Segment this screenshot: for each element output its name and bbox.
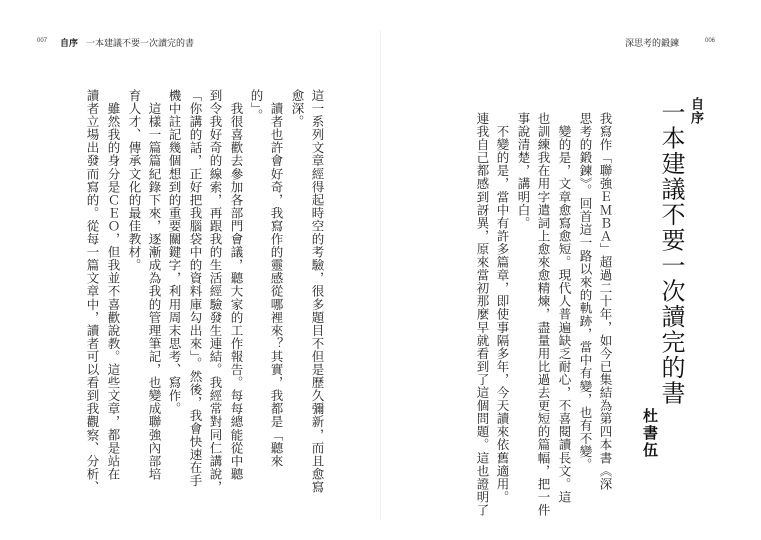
preface-author: 杜書伍: [641, 408, 659, 459]
right-text-column-7: 連我自己都感到訝異，原來當初那麼早就看到了這個問題。這也證明了: [475, 112, 490, 517]
preface-title: 一本建議不要一次讀完的書: [657, 100, 685, 406]
right-book-title: 深思考的鍛鍊: [625, 39, 680, 49]
right-text-column-3: 變的是，文章愈寫愈短。現代人普遍缺乏耐心，不喜閱讀長文。這: [557, 112, 572, 504]
right-text-column-5: 事說清楚，講明白。: [516, 112, 531, 230]
right-text-column-6: 不變的是，當中有許多篇章，即使事隔多年，今天讀來依舊適用。: [495, 112, 510, 504]
left-text-column-5: 我很喜歡去參加各部門會議，聽大家的工作報告。每每總能從中聽: [229, 89, 244, 481]
left-text-column-8: 機中註記幾個想到的重要關鍵字，利用周末思考、寫作。: [167, 89, 182, 416]
left-section-tag: 自序: [60, 39, 79, 49]
right-text-column-1: 我寫作「聯強ＥＭＢＡ」超過二十年，如今已集結為第四本書《深: [598, 112, 613, 491]
right-page-number: 006: [705, 38, 716, 44]
left-text-column-1: 這一系列文章經得起時空的考驗，很多題目不但是歷久彌新，而且愈寫: [310, 89, 325, 494]
left-text-column-11: 雖然我的身分是ＣＥＯ，但我並不喜歡說教。這些文章，都是站在: [106, 89, 121, 481]
left-text-column-7: 「你講的話，正好把我腦袋中的資料庫勾出來」。然後，我會快速在手: [188, 89, 203, 488]
left-text-column-6: 到令我好奇的線索，再跟我的生活經驗發生連結。我經常對同仁講說，: [208, 89, 223, 494]
left-text-column-2: 愈深。: [290, 89, 305, 129]
left-text-column-12: 讀者立場出發而寫的。從每一篇文章中，讀者可以看到我觀察、分析、: [85, 89, 100, 494]
right-text-column-4: 也訓練我在用字遣詞上愈來愈精煉，盡量用比過去更短的篇幅，把一件: [536, 112, 551, 517]
right-text-column-2: 思考的鍛鍊》。回首這一路以來的軌跡，當中有變，也有不變。: [578, 112, 593, 472]
left-chapter-title: 一本建議不要一次讀完的書: [86, 39, 195, 49]
left-text-column-3: 讀者也許會好奇，我寫作的靈感從哪裡來？其實，我都是「聽來: [269, 89, 284, 468]
left-text-column-4: 的」。: [249, 89, 264, 122]
page-gutter: [380, 30, 381, 520]
left-running-head: [60, 36, 194, 49]
preface-tag: 自序: [688, 97, 703, 125]
left-page-number: 007: [37, 38, 48, 44]
left-text-column-10: 育人才、傳承文化的最佳教材。: [127, 89, 142, 272]
left-text-column-9: 這樣一篇篇紀錄下來，逐漸成為我的管理筆記，也變成聯強內部培: [147, 89, 162, 481]
